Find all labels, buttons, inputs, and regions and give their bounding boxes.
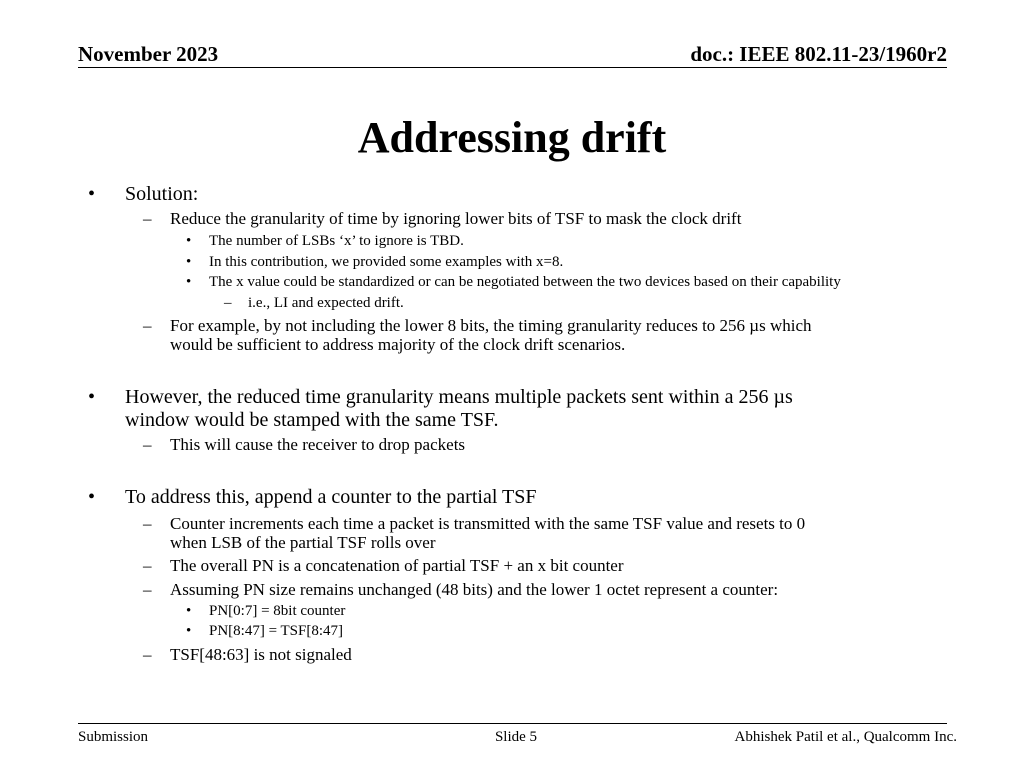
dash-marker: – <box>143 645 152 664</box>
footer-submission: Submission <box>78 729 149 745</box>
subbullet-text: The overall PN is a concatenation of partial TSF + an x bit counter <box>170 556 624 575</box>
subbullet-receiver-drop <box>143 435 466 454</box>
dash-marker: – <box>224 295 232 311</box>
bullet-marker: • <box>88 386 96 408</box>
bullet-text: To address this, append a counter to the partial TSF <box>125 486 537 508</box>
bullet-marker: • <box>88 486 96 508</box>
dash-marker: – <box>143 209 152 228</box>
slide-title: Addressing drift <box>357 113 667 162</box>
subbullet-text-line2: when LSB of the partial TSF rolls over <box>170 533 436 552</box>
subsubbullet-x-value-negotiated <box>186 274 841 291</box>
subsubbullet-lsbs-tbd <box>186 233 464 250</box>
header-doc-number: doc.: IEEE 802.11-23/1960r2 <box>690 42 947 66</box>
footer-author: Abhishek Patil et al., Qualcomm Inc. <box>734 729 957 745</box>
bullet-marker: • <box>186 623 192 639</box>
subsubbullet-text: The number of LSBs ‘x’ to ignore is TBD. <box>209 233 464 249</box>
subbullet-text: Assuming PN size remains unchanged (48 bits) and the lower 1 octet represent a counter: <box>170 580 779 599</box>
subbullet-text: This will cause the receiver to drop packets <box>170 435 466 454</box>
bullet-marker: • <box>186 233 192 249</box>
bullet-text: Solution: <box>125 183 199 205</box>
subbullet-example-256us <box>143 316 812 354</box>
subbullet-text-line1: Counter increments each time a packet is transmitted with the same TSF value and resets to 0 <box>170 514 806 533</box>
bullet-append-counter <box>88 486 537 509</box>
bullet-text-line2: window would be stamped with the same TSF. <box>125 409 499 431</box>
bullet-however <box>88 386 793 432</box>
subbullet-pn-concatenation <box>143 556 624 575</box>
subbullet-text-line1: For example, by not including the lower 8 bits, the timing granularity reduces to 256 µs which <box>170 316 812 335</box>
subsubbullet-text: In this contribution, we provided some examples with x=8. <box>209 254 564 270</box>
bullet-marker: • <box>186 274 192 290</box>
bullet-solution <box>88 183 199 206</box>
subsubbullet-text: The x value could be standardized or can be negotiated between the two devices based on their capability <box>209 274 841 290</box>
subsubbullet-pn-0-7 <box>186 603 346 620</box>
footer-divider <box>78 723 947 724</box>
bullet-marker: • <box>186 603 192 619</box>
subbullet-text-line2: would be sufficient to address majority of the clock drift scenarios. <box>170 335 626 354</box>
footer-slide-number: Slide 5 <box>494 729 538 745</box>
bullet-text-line1: However, the reduced time granularity means multiple packets sent within a 256 µs <box>125 386 793 408</box>
dash-marker: – <box>143 514 152 533</box>
dash-marker: – <box>143 316 152 335</box>
subsubbullet-text: PN[0:7] = 8bit counter <box>209 603 346 619</box>
level4-li-expected-drift <box>224 295 404 312</box>
subbullet-text: Reduce the granularity of time by ignoring lower bits of TSF to mask the clock drift <box>170 209 742 228</box>
subbullet-pn-size <box>143 580 779 599</box>
subbullet-counter-increments <box>143 514 806 552</box>
dash-marker: – <box>143 556 152 575</box>
subbullet-tsf-not-signaled <box>143 645 352 664</box>
dash-marker: – <box>143 580 152 599</box>
dash-marker: – <box>143 435 152 454</box>
subsubbullet-pn-8-47 <box>186 623 344 640</box>
subsubbullet-text: PN[8:47] = TSF[8:47] <box>209 623 344 639</box>
subbullet-reduce-granularity <box>143 209 742 228</box>
bullet-marker: • <box>88 183 96 205</box>
bullet-marker: • <box>186 254 192 270</box>
subbullet-text: TSF[48:63] is not signaled <box>170 645 352 664</box>
subsubbullet-examples-x8 <box>186 254 564 271</box>
level4-text: i.e., LI and expected drift. <box>248 295 404 311</box>
header-date: November 2023 <box>78 42 219 66</box>
